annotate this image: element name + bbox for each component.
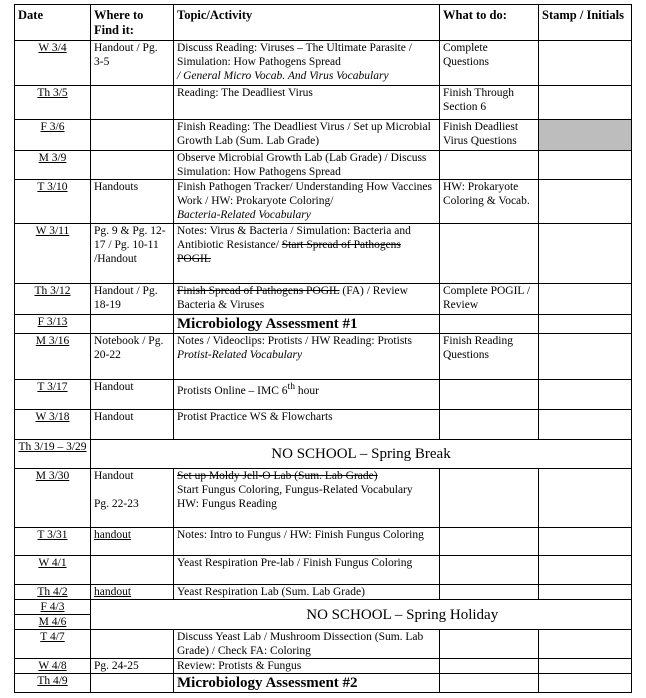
table-row <box>15 659 632 674</box>
where-cell <box>91 151 174 180</box>
what-cell <box>440 315 539 334</box>
topic-struck: Start Spread of Pathogens POGIL <box>177 239 401 265</box>
header-date: Date <box>15 5 91 41</box>
table-row <box>15 151 632 180</box>
where-cell <box>91 630 174 659</box>
where-cell: Pg. 9 & Pg. 12-17 / Pg. 10-11 /Handout <box>91 224 174 284</box>
date-cell: T 4/7 <box>15 630 91 659</box>
table-row <box>15 284 632 315</box>
topic-cell: Observe Microbial Growth Lab (Lab Grade) / Discuss Simulation: How Pathogens Spread <box>174 151 440 180</box>
what-cell <box>440 469 539 528</box>
where-cell: Handouts <box>91 180 174 224</box>
topic-text: Start Fungus Coloring, Fungus-Related Vocabulary <box>177 484 413 496</box>
topic-cell: Yeast Respiration Lab (Sum. Lab Grade) <box>174 585 440 600</box>
date-cell: Th 3/12 <box>15 284 91 315</box>
what-cell <box>440 674 539 693</box>
topic-text: Discuss Reading: Viruses – The Ultimate Parasite / Simulation: How Pathogens Spread <box>177 42 412 68</box>
stamp-cell[interactable] <box>539 151 632 180</box>
assessment-title: Microbiology Assessment #1 <box>174 315 440 334</box>
topic-text-end: hour <box>295 384 319 397</box>
date-cell: W 4/8 <box>15 659 91 674</box>
table-row <box>15 120 632 151</box>
date-first: F 4/3 <box>15 600 90 615</box>
table-row <box>15 469 632 528</box>
date-cell: Th 3/19 – 3/29 <box>15 440 91 469</box>
table-row <box>15 180 632 224</box>
where-cell: handout <box>91 585 174 600</box>
table-row <box>15 528 632 556</box>
what-cell: HW: Prokaryote Coloring & Vocab. <box>440 180 539 224</box>
date-second: M 4/6 <box>38 616 67 628</box>
stamp-cell[interactable] <box>539 469 632 528</box>
where-cell: Handout <box>91 410 174 440</box>
stamp-cell[interactable] <box>539 410 632 440</box>
date-cell: W 3/18 <box>15 410 91 440</box>
stamp-cell[interactable] <box>539 86 632 120</box>
where-cell <box>91 556 174 585</box>
topic-cell: Yeast Respiration Pre-lab / Finish Fungus Coloring <box>174 556 440 585</box>
no-school-banner: NO SCHOOL – Spring Break <box>91 440 632 469</box>
header-where: Where to Find it: <box>91 5 174 41</box>
what-cell: Complete POGIL / Review <box>440 284 539 315</box>
topic-cell <box>174 224 440 284</box>
date-cell: T 3/31 <box>15 528 91 556</box>
topic-cell <box>174 180 440 224</box>
what-cell <box>440 659 539 674</box>
table-row <box>15 440 632 469</box>
where-cell <box>91 674 174 693</box>
topic-cell: Discuss Yeast Lab / Mushroom Dissection (Sum. Lab Grade) / Check FA: Coloring <box>174 630 440 659</box>
stamp-cell[interactable] <box>539 528 632 556</box>
where-cell <box>91 86 174 120</box>
date-cell: F 3/6 <box>15 120 91 151</box>
what-cell <box>440 630 539 659</box>
topic-hw: HW: Fungus Reading <box>177 498 277 510</box>
header-row <box>15 5 632 41</box>
where-cell: Handout / Pg. 18-19 <box>91 284 174 315</box>
what-cell <box>440 556 539 585</box>
stamp-cell[interactable] <box>539 630 632 659</box>
topic-vocab: Protist-Related Vocabulary <box>177 349 303 361</box>
topic-text: (FA) / Review Bacteria & Viruses <box>177 285 408 311</box>
stamp-cell[interactable] <box>539 224 632 284</box>
topic-superscript: th <box>287 381 295 392</box>
topic-cell: Notes: Intro to Fungus / HW: Finish Fungus Coloring <box>174 528 440 556</box>
date-cell <box>15 600 91 630</box>
topic-vocab: Bacteria-Related Vocabulary <box>177 209 311 221</box>
where-cell <box>91 120 174 151</box>
what-cell <box>440 151 539 180</box>
what-cell: Finish Through Section 6 <box>440 86 539 120</box>
stamp-cell[interactable] <box>539 556 632 585</box>
where-cell: Handout <box>91 380 174 410</box>
date-cell: W 3/11 <box>15 224 91 284</box>
topic-text: Notes: Virus & Bacteria / Simulation: Bacteria and Antibiotic Resistance/ <box>177 225 411 251</box>
where-cell: Handout / Pg. 3-5 <box>91 41 174 86</box>
topic-cell: Protist Practice WS & Flowcharts <box>174 410 440 440</box>
where-cell: Pg. 24-25 <box>91 659 174 674</box>
table-row <box>15 674 632 693</box>
topic-text: Finish Pathogen Tracker/ Understanding How Vaccines Work / HW: Prokaryote Coloring/ <box>177 181 432 207</box>
date-cell: F 3/13 <box>15 315 91 334</box>
header-topic: Topic/Activity <box>174 5 440 41</box>
topic-cell: Reading: The Deadliest Virus <box>174 86 440 120</box>
topic-cell <box>174 469 440 528</box>
topic-struck: Set up Moldy Jell-O Lab (Sum. Lab Grade) <box>177 470 378 482</box>
where-text: Handout <box>94 470 134 482</box>
what-cell <box>440 224 539 284</box>
where-cell <box>91 315 174 334</box>
date-cell: Th 4/2 <box>15 585 91 600</box>
what-cell <box>440 410 539 440</box>
table-row <box>15 41 632 86</box>
where-cell: Notebook / Pg. 20-22 <box>91 334 174 380</box>
table-row <box>15 224 632 284</box>
table-row <box>15 334 632 380</box>
topic-cell: Finish Reading: The Deadliest Virus / Set up Microbial Growth Lab (Sum. Lab Grade) <box>174 120 440 151</box>
table-row <box>15 556 632 585</box>
date-cell: M 3/16 <box>15 334 91 380</box>
stamp-cell[interactable] <box>539 180 632 224</box>
topic-text: Protists Online – IMC 6 <box>177 384 288 397</box>
topic-text: Notes / Videoclips: Protists / HW Reading: Protists <box>177 335 412 347</box>
date-cell: W 4/1 <box>15 556 91 585</box>
stamp-cell[interactable] <box>539 41 632 86</box>
table-row <box>15 630 632 659</box>
topic-struck: Finish Spread of Pathogens POGIL <box>177 285 340 297</box>
date-cell: T 3/17 <box>15 380 91 410</box>
topic-cell <box>174 284 440 315</box>
assessment-title: Microbiology Assessment #2 <box>174 674 440 693</box>
where-cell <box>91 600 174 630</box>
topic-cell: Review: Protists & Fungus <box>174 659 440 674</box>
stamp-cell[interactable] <box>539 659 632 674</box>
date-cell: Th 3/5 <box>15 86 91 120</box>
what-cell <box>440 528 539 556</box>
topic-cell <box>174 334 440 380</box>
topic-cell <box>174 41 440 86</box>
stamp-cell[interactable] <box>539 380 632 410</box>
what-cell <box>440 380 539 410</box>
table-row <box>15 380 632 410</box>
where-pages: Pg. 22-23 <box>94 498 139 510</box>
what-cell: Finish Deadliest Virus Questions <box>440 120 539 151</box>
what-cell: Complete Questions <box>440 41 539 86</box>
stamp-cell-shaded[interactable] <box>539 120 632 151</box>
date-cell: M 3/9 <box>15 151 91 180</box>
stamp-cell[interactable] <box>539 585 632 600</box>
stamp-cell[interactable] <box>539 674 632 693</box>
table-row <box>15 410 632 440</box>
table-row <box>15 315 632 334</box>
where-cell <box>91 469 174 528</box>
table-row <box>15 585 632 600</box>
header-stamp: Stamp / Initials <box>539 5 632 41</box>
date-cell: Th 4/9 <box>15 674 91 693</box>
stamp-cell[interactable] <box>539 315 632 334</box>
stamp-cell[interactable] <box>539 334 632 380</box>
no-school-banner: NO SCHOOL – Spring Holiday <box>174 600 632 630</box>
table-row <box>15 86 632 120</box>
date-cell: M 3/30 <box>15 469 91 528</box>
table-row <box>15 600 632 630</box>
what-cell <box>440 585 539 600</box>
what-cell: Finish Reading Questions <box>440 334 539 380</box>
where-cell: handout <box>91 528 174 556</box>
stamp-cell[interactable] <box>539 284 632 315</box>
date-cell: W 3/4 <box>15 41 91 86</box>
schedule-table <box>14 4 632 693</box>
date-cell: T 3/10 <box>15 180 91 224</box>
topic-vocab: / General Micro Vocab. And Virus Vocabulary <box>177 70 389 82</box>
topic-cell <box>174 380 440 410</box>
header-what: What to do: <box>440 5 539 41</box>
